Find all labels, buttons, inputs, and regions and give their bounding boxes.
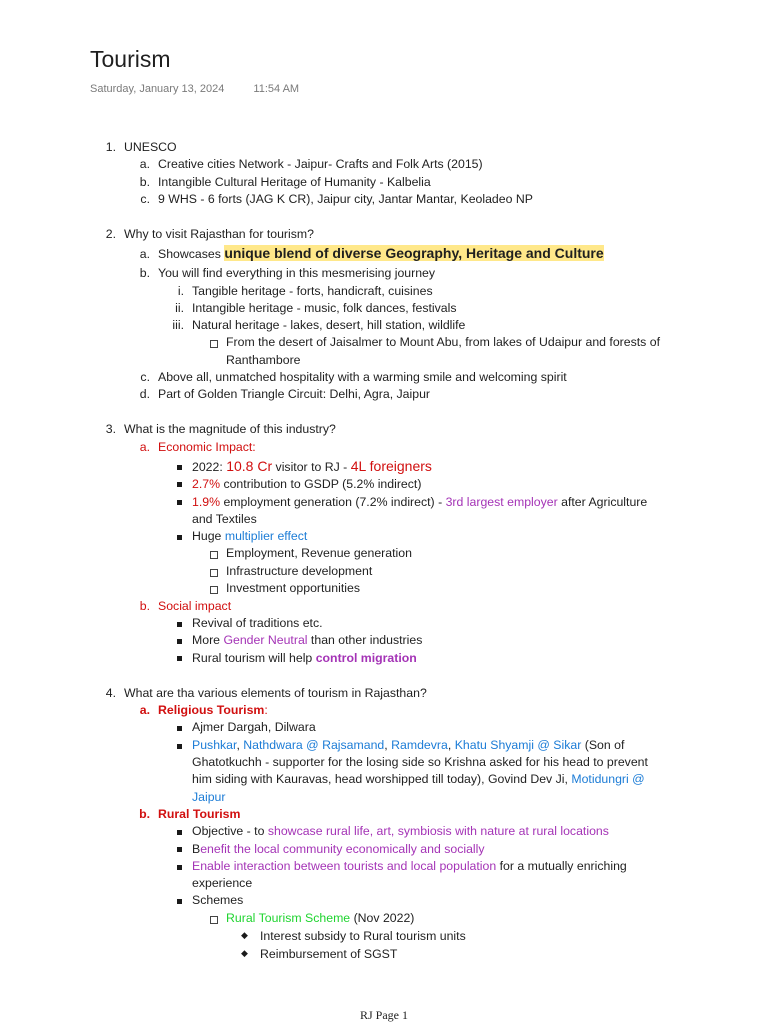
bullet-icon: [177, 899, 182, 904]
list-item-continuation: and Textiles: [192, 512, 257, 526]
text-run: ,: [447, 738, 455, 752]
bullet-icon: [177, 535, 182, 540]
page-time: 11:54 AM: [253, 83, 300, 95]
bullet-icon: [177, 500, 182, 505]
list-item-continuation: Jaipur: [192, 790, 226, 804]
text-run: (Son of: [581, 738, 625, 752]
text-run: than other industries: [307, 633, 423, 647]
list-item: 9 WHS - 6 forts (JAG K CR), Jaipur city, Jantar Mantar, Keoladeo NP: [158, 192, 533, 206]
list-item: Revival of traditions etc.: [192, 616, 323, 630]
list-item: [192, 528, 307, 545]
text-run: 2022:: [192, 460, 227, 474]
bullet-icon: [177, 465, 182, 470]
text-run: Rural tourism will help: [192, 651, 316, 665]
text-run: him siding with Kauravas, head worshipped till today), Govind Dev Ji,: [192, 772, 572, 786]
list-item: Above all, unmatched hospitality with a warming smile and welcoming spirit: [158, 370, 567, 384]
text-run: for a mutually enriching: [496, 859, 627, 873]
list-item: Part of Golden Triangle Circuit: Delhi, Agra, Jaipur: [158, 387, 431, 401]
list-number: 4.: [105, 686, 116, 700]
page-date: Saturday, January 13, 2024: [90, 83, 225, 95]
diamond-bullet-icon: ◆: [241, 948, 248, 958]
subsection-heading: Economic Impact:: [158, 440, 256, 454]
text-run: Huge: [192, 529, 225, 543]
list-item: Interest subsidy to Rural tourism units: [260, 929, 466, 943]
bullet-icon: [177, 830, 182, 835]
text-run: Objective - to: [192, 824, 268, 838]
list-letter: c.: [140, 370, 150, 384]
highlight-blue: Nathdwara @ Rajsamand: [243, 738, 385, 752]
highlight-purple: control migration: [315, 651, 417, 665]
square-bullet-icon: [210, 569, 218, 577]
section-heading: UNESCO: [124, 140, 177, 154]
list-letter: a.: [139, 247, 150, 261]
list-number: 2.: [105, 227, 116, 241]
diamond-bullet-icon: ◆: [241, 930, 248, 940]
list-roman: i.: [177, 284, 184, 298]
highlight-purple: showcase rural life, art, symbiosis with nature at rural locations: [267, 824, 609, 838]
subsection-heading: Social impact: [158, 599, 232, 613]
list-item: Intangible Cultural Heritage of Humanity - Kalbelia: [158, 175, 431, 189]
highlight-green: Rural Tourism Scheme: [226, 911, 351, 925]
list-item: Investment opportunities: [226, 581, 360, 595]
list-letter: c.: [140, 192, 150, 206]
list-item: [226, 910, 414, 927]
list-item: Creative cities Network - Jaipur- Crafts and Folk Arts (2015): [158, 157, 483, 171]
list-letter: a.: [139, 703, 150, 717]
square-bullet-icon: [210, 916, 218, 924]
text-run: B: [192, 842, 201, 856]
list-letter: b.: [139, 175, 150, 189]
list-letter: a.: [139, 157, 150, 171]
subsection-heading: Rural Tourism: [158, 807, 241, 821]
list-item-continuation: Ghatotkuchh - supporter for the losing side so Krishna asked for his head to prevent: [192, 755, 648, 769]
bullet-icon: [177, 482, 182, 487]
stat-value: 1.9%: [192, 495, 221, 509]
square-bullet-icon: [210, 551, 218, 559]
highlight-purple: enefit the local community economically and socially: [200, 842, 485, 856]
highlight-blue: multiplier effect: [224, 529, 308, 543]
subsection-heading: [158, 702, 268, 719]
page-footer: RJ Page 1: [360, 1008, 408, 1022]
list-item: Reimbursement of SGST: [260, 947, 398, 961]
text-run: ,: [384, 738, 392, 752]
list-item: [192, 632, 422, 649]
bullet-icon: [177, 847, 182, 852]
list-item: [158, 245, 604, 263]
list-item: Employment, Revenue generation: [226, 546, 412, 560]
list-item: Intangible heritage - music, folk dances, festivals: [192, 301, 457, 315]
highlight-purple: Gender Neutral: [223, 633, 308, 647]
list-letter: b.: [139, 807, 150, 821]
list-item: Infrastructure development: [226, 564, 373, 578]
list-item: From the desert of Jaisalmer to Mount Abu, from lakes of Udaipur and forests of: [226, 335, 661, 349]
list-item-continuation: [192, 771, 645, 788]
heading-text: Religious Tourism: [158, 703, 265, 717]
section-heading: What is the magnitude of this industry?: [124, 422, 336, 436]
list-number: 1.: [105, 140, 116, 154]
text-run: (Nov 2022): [350, 911, 415, 925]
text-run: ,: [236, 738, 244, 752]
list-item-continuation: experience: [192, 876, 253, 890]
bullet-icon: [177, 744, 182, 749]
list-item: [192, 823, 609, 840]
list-letter: b.: [139, 599, 150, 613]
list-item: [192, 737, 624, 754]
list-number: 3.: [105, 422, 116, 436]
text-run: More: [192, 633, 224, 647]
highlighted-text: unique blend of diverse Geography, Heritage and Culture: [224, 245, 604, 261]
stat-value: 4L foreigners: [350, 458, 432, 474]
highlight-purple: Enable interaction between tourists and local population: [192, 859, 497, 873]
list-roman: ii.: [175, 301, 184, 315]
list-item: Tangible heritage - forts, handicraft, cuisines: [192, 284, 433, 298]
list-letter: b.: [139, 266, 150, 280]
list-item: Ajmer Dargah, Dilwara: [192, 720, 316, 734]
page-title: Tourism: [90, 46, 171, 72]
stat-value: 2.7%: [192, 477, 221, 491]
square-bullet-icon: [210, 340, 218, 348]
section-heading: Why to visit Rajasthan for tourism?: [124, 227, 314, 241]
square-bullet-icon: [210, 586, 218, 594]
list-item: [192, 841, 485, 858]
bullet-icon: [177, 622, 182, 627]
list-item: [192, 650, 417, 667]
bullet-icon: [177, 726, 182, 731]
highlight-blue: Motidungri @: [571, 772, 645, 786]
section-heading: What are tha various elements of tourism in Rajasthan?: [124, 686, 427, 700]
page-meta: [90, 83, 299, 95]
list-item: [192, 858, 627, 875]
list-roman: iii.: [172, 318, 184, 332]
list-item: Natural heritage - lakes, desert, hill station, wildlife: [192, 318, 466, 332]
text-run: after Agriculture: [557, 495, 648, 509]
bullet-icon: [177, 865, 182, 870]
list-item: [192, 458, 432, 476]
stat-value: 10.8 Cr: [226, 458, 273, 474]
bullet-icon: [177, 639, 182, 644]
list-letter: a.: [139, 440, 150, 454]
list-item: [192, 476, 421, 493]
list-item-continuation: Ranthambore: [226, 353, 301, 367]
text-run: employment generation (7.2% indirect) -: [220, 495, 446, 509]
text-run: Showcases: [158, 247, 225, 261]
highlight-purple: 3rd largest employer: [445, 495, 558, 509]
list-item: Schemes: [192, 893, 244, 907]
list-item: You will find everything in this mesmerising journey: [158, 266, 436, 280]
text-run: contribution to GSDP (5.2% indirect): [220, 477, 422, 491]
heading-colon: :: [264, 703, 268, 717]
highlight-blue: Ramdevra: [391, 738, 448, 752]
list-letter: d.: [139, 387, 150, 401]
text-run: visitor to RJ -: [272, 460, 351, 474]
bullet-icon: [177, 656, 182, 661]
list-item: [192, 494, 647, 511]
highlight-blue: Khatu Shyamji @ Sikar: [454, 738, 582, 752]
highlight-blue: Pushkar: [192, 738, 237, 752]
